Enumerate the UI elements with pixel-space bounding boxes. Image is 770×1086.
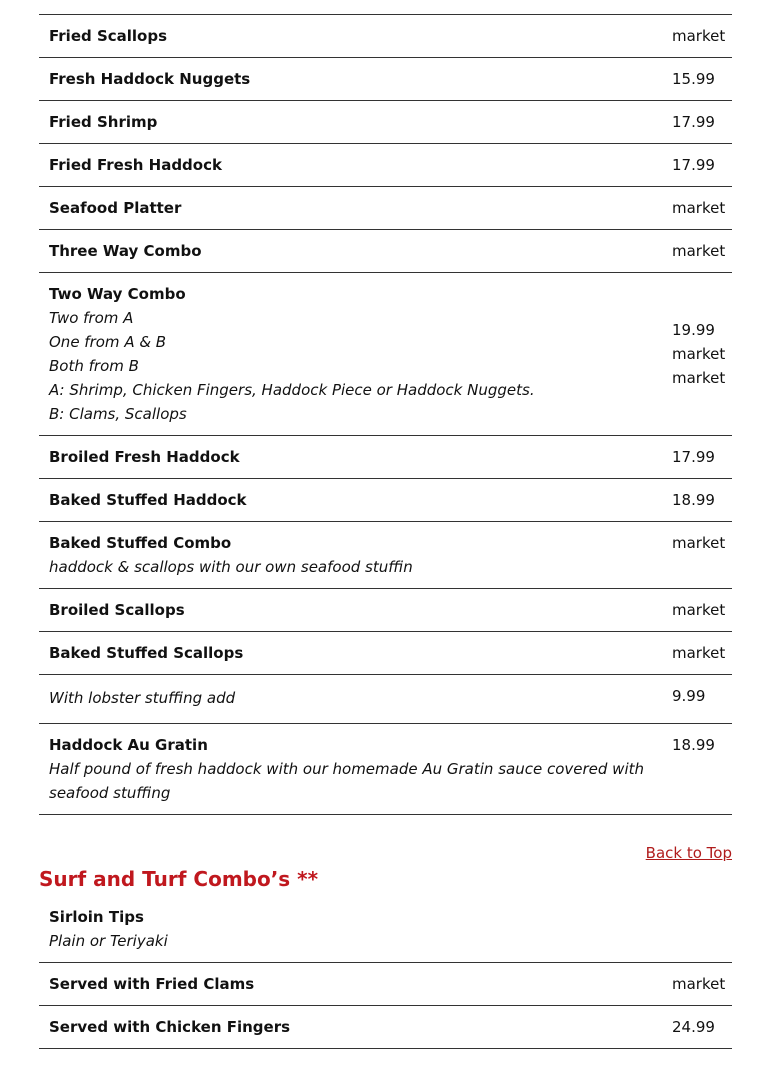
seafood-menu-table — [39, 15, 732, 815]
menu-row — [39, 963, 732, 1006]
menu-item-description: haddock & scallops with our own seafood stuffin — [49, 558, 413, 576]
menu-item-price-cell — [672, 187, 732, 229]
menu-row — [39, 58, 732, 101]
menu-item-cell — [39, 896, 672, 962]
menu-item-price: market — [672, 644, 726, 662]
menu-item-name: Three Way Combo — [49, 242, 202, 260]
menu-item-cell — [39, 675, 672, 723]
menu-item-price-cell — [672, 522, 732, 588]
menu-item-name: Fried Fresh Haddock — [49, 156, 222, 174]
menu-page — [39, 0, 732, 1049]
back-to-top-row — [39, 841, 732, 865]
menu-item-price: 18.99 — [672, 491, 715, 509]
menu-item-price-cell — [672, 675, 732, 723]
menu-item-price: 19.99 — [672, 321, 715, 339]
menu-item-price-cell — [672, 101, 732, 143]
menu-item-price: 18.99 — [672, 736, 715, 754]
menu-item-price-cell — [672, 436, 732, 478]
menu-item-cell — [39, 273, 672, 435]
menu-item-cell — [39, 632, 672, 674]
menu-item-description: B: Clams, Scallops — [49, 405, 187, 423]
menu-row — [39, 589, 732, 632]
menu-item-price: 15.99 — [672, 70, 715, 88]
menu-row — [39, 273, 732, 436]
menu-item-name: Broiled Scallops — [49, 601, 185, 619]
menu-row — [39, 436, 732, 479]
menu-item-cell — [39, 436, 672, 478]
menu-row — [39, 896, 732, 963]
menu-item-name: Fried Shrimp — [49, 113, 158, 131]
menu-item-description: Both from B — [49, 357, 139, 375]
menu-item-cell — [39, 1006, 672, 1048]
menu-item-name: Broiled Fresh Haddock — [49, 448, 240, 466]
menu-item-name: Haddock Au Gratin — [49, 736, 208, 754]
menu-row — [39, 724, 732, 815]
menu-row — [39, 15, 732, 58]
menu-item-price: market — [672, 199, 726, 217]
menu-item-price-cell — [672, 896, 732, 962]
menu-item-price-cell — [672, 15, 732, 57]
menu-row — [39, 187, 732, 230]
menu-item-cell — [39, 187, 672, 229]
menu-item-name: Sirloin Tips — [49, 908, 144, 926]
menu-item-price: market — [672, 534, 726, 552]
menu-item-cell — [39, 144, 672, 186]
menu-item-name: Fresh Haddock Nuggets — [49, 70, 251, 88]
menu-item-description: Half pound of fresh haddock with our homemade Au Gratin sauce covered with seafood stuffing — [49, 760, 644, 802]
menu-item-name: Served with Chicken Fingers — [49, 1018, 291, 1036]
menu-item-price-cell — [672, 273, 732, 435]
menu-item-cell — [39, 58, 672, 100]
menu-item-cell — [39, 589, 672, 631]
menu-item-price-cell — [672, 230, 732, 272]
menu-item-price: market — [672, 975, 726, 993]
menu-item-cell — [39, 15, 672, 57]
menu-item-price-cell — [672, 724, 732, 814]
menu-row — [39, 1006, 732, 1049]
menu-item-price-cell — [672, 479, 732, 521]
menu-item-price: market — [672, 242, 726, 260]
menu-item-price: 17.99 — [672, 156, 715, 174]
menu-item-price: market — [672, 601, 726, 619]
menu-item-name: Fried Scallops — [49, 27, 168, 45]
menu-item-price: market — [672, 345, 726, 363]
menu-row — [39, 675, 732, 724]
menu-item-description: A: Shrimp, Chicken Fingers, Haddock Piece or Haddock Nuggets. — [49, 381, 535, 399]
menu-item-cell — [39, 101, 672, 143]
menu-item-price: market — [672, 369, 726, 387]
menu-item-name: Baked Stuffed Combo — [49, 534, 232, 552]
menu-item-description: Plain or Teriyaki — [49, 932, 168, 950]
menu-item-price-cell — [672, 1006, 732, 1048]
menu-item-name: Two Way Combo — [49, 285, 186, 303]
surf-turf-menu-table — [39, 896, 732, 1049]
menu-item-price: 17.99 — [672, 113, 715, 131]
menu-item-price-cell — [672, 963, 732, 1005]
menu-item-price: market — [672, 27, 726, 45]
menu-item-price-cell — [672, 58, 732, 100]
menu-item-price: 17.99 — [672, 448, 715, 466]
back-to-top-link[interactable]: Back to Top — [645, 844, 732, 862]
menu-row — [39, 632, 732, 675]
menu-item-cell — [39, 522, 672, 588]
menu-item-cell — [39, 724, 672, 814]
menu-item-name: Baked Stuffed Scallops — [49, 644, 244, 662]
menu-item-price: 24.99 — [672, 1018, 715, 1036]
menu-item-name: Baked Stuffed Haddock — [49, 491, 247, 509]
menu-row — [39, 479, 732, 522]
menu-item-name: Served with Fried Clams — [49, 975, 255, 993]
menu-row — [39, 522, 732, 589]
menu-item-cell — [39, 479, 672, 521]
menu-item-cell — [39, 230, 672, 272]
menu-item-description: One from A & B — [49, 333, 167, 351]
menu-item-description: Two from A — [49, 309, 134, 327]
menu-item-description: With lobster stuffing add — [49, 689, 236, 707]
menu-item-cell — [39, 963, 672, 1005]
menu-item-price: 9.99 — [672, 687, 706, 705]
menu-row — [39, 101, 732, 144]
section-title: Surf and Turf Combo’s ** — [39, 867, 319, 891]
menu-item-name: Seafood Platter — [49, 199, 182, 217]
menu-item-price-cell — [672, 589, 732, 631]
menu-row — [39, 144, 732, 187]
menu-item-price-cell — [672, 144, 732, 186]
menu-row — [39, 230, 732, 273]
menu-item-price-cell — [672, 632, 732, 674]
